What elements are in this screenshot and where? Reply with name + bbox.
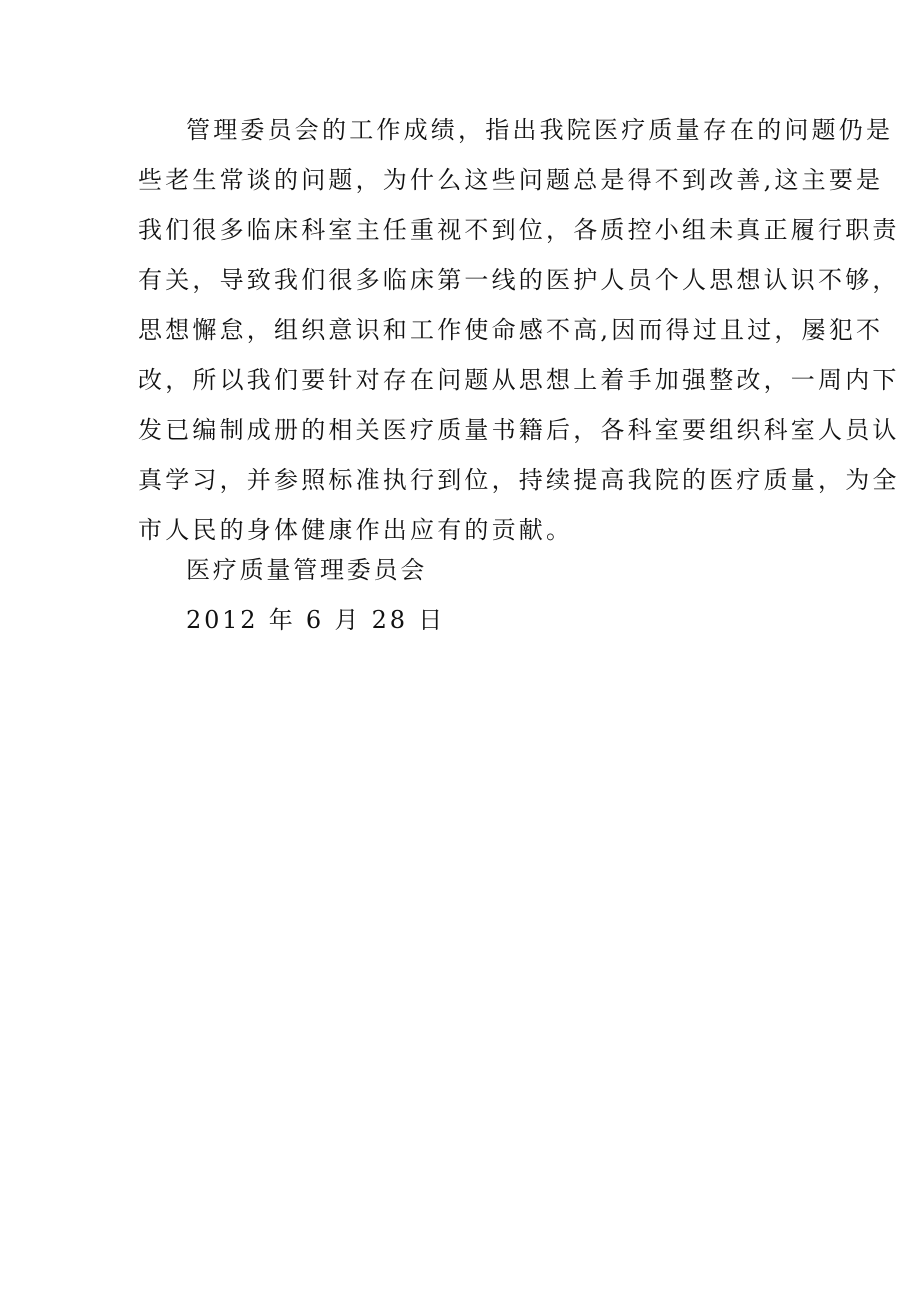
- signature-block: [186, 548, 445, 648]
- paragraph-line: 些老生常谈的问题，为什么这些问题总是得不到改善,这主要是: [138, 166, 884, 194]
- paragraph-line: 有关，导致我们很多临床第一线的医护人员个人思想认识不够，: [138, 266, 900, 294]
- signature-date: 2012 年 6 月 28 日: [186, 606, 446, 634]
- paragraph-line: 真学习，并参照标准执行到位，持续提高我院的医疗质量，为全: [138, 466, 900, 494]
- paragraph-line: 管理委员会的工作成绩，指出我院医疗质量存在的问题仍是: [186, 116, 894, 144]
- body-paragraph: [138, 108, 900, 558]
- paragraph-line: 我们很多临床科室主任重视不到位，各质控小组未真正履行职责: [138, 216, 900, 244]
- paragraph-line: 思想懈怠，组织意识和工作使命感不高,因而得过且过，屡犯不: [138, 316, 884, 344]
- paragraph-line: 发已编制成册的相关医疗质量书籍后，各科室要组织科室人员认: [138, 416, 900, 444]
- paragraph-line: 改，所以我们要针对存在问题从思想上着手加强整改，一周内下: [138, 366, 900, 394]
- signature-organization: 医疗质量管理委员会: [186, 556, 428, 584]
- paragraph-line: 市人民的身体健康作出应有的贡献。: [138, 516, 574, 544]
